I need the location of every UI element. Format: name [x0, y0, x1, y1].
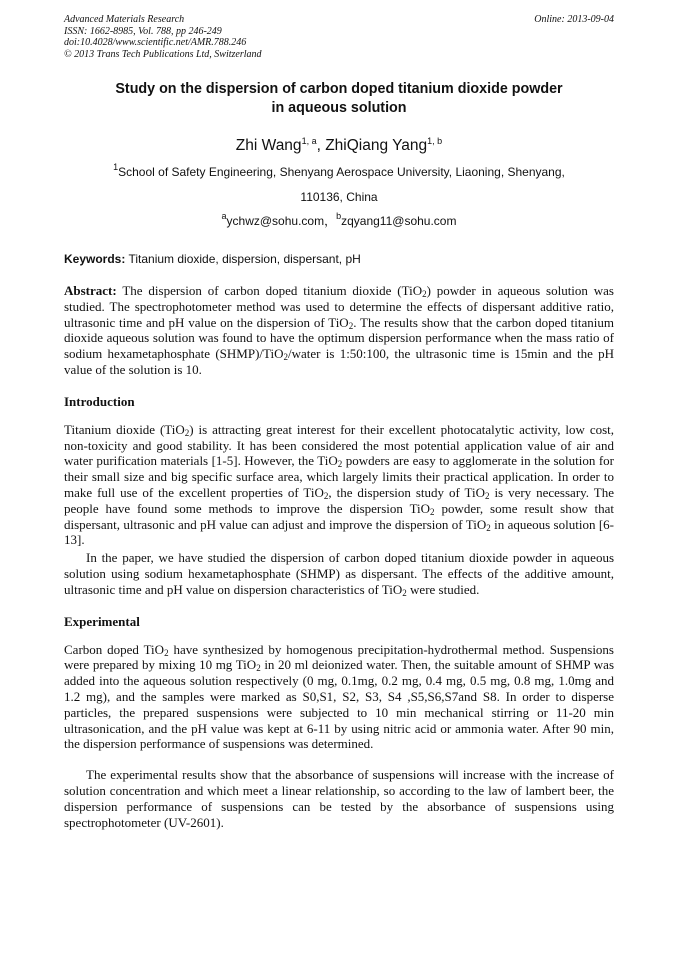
keywords-label: Keywords:	[64, 252, 126, 266]
author-list	[64, 136, 614, 156]
affiliation-line-1: $^1$School of Safety Engineering, Shenyang Aerospace University, Liaoning, Shenyang,	[113, 162, 565, 179]
author-name: ZhiQiang Yang	[325, 137, 428, 154]
journal-name: Advanced Materials Research	[64, 14, 185, 25]
author-name: Zhi Wang	[235, 137, 302, 154]
email-separator: ，	[324, 214, 337, 228]
introduction-paragraph-2: In the paper, we have studied the dispersion of carbon doped titanium dioxide powder in aqueous solution using sodium hexametaphosphate (SHMP) as dispersant. The effects of the additive amount, ultrasonic time and pH value on dispersion characteristics of TiO$_2$ were studied.	[64, 550, 614, 598]
journal-header	[64, 14, 614, 60]
email-link[interactable]: ychwz@sohu.com	[226, 214, 325, 228]
email-superscript: b	[336, 211, 342, 221]
section-heading-introduction: Introduction	[64, 393, 135, 409]
email-superscript: a	[221, 211, 227, 221]
title-line-1: Study on the dispersion of carbon doped titanium dioxide powder	[115, 81, 563, 97]
affiliation	[64, 160, 614, 210]
abstract-paragraph: Abstract: The dispersion of carbon doped titanium dioxide (TiO$_2$) powder in aqueous solution was studied. The spectrophotometer method was used to determine the effects of dispersant additive ratio, ultrasonic time and pH value on the dispersion of TiO$_2$. The results show that the carbon doped titanium dioxide aqueous solution was found to have the optimum dispersion performance when the mass ratio of sodium hexametaphosphate (SHMP)/TiO$_2$/water is 1:50:100, the ultrasonic time is 15min and the pH value of the solution is 10.	[64, 283, 614, 377]
author-superscript: 1, b	[427, 136, 443, 146]
author-emails	[64, 213, 614, 229]
abstract-label: Abstract:	[64, 283, 117, 298]
experimental-paragraph-1: Carbon doped TiO$_2$ have synthesized by homogenous precipitation-hydrothermal method. Suspensions were prepared by mixing 10 mg TiO$_2$ in 20 ml deionized water. Then, the suitable amount of SHMP was added into the aqueous solution respectively (0 mg, 0.1mg, 0.2 mg, 0.4 mg, 0.5 mg, 0.8 mg, 1.0mg and 1.2 mg), and the samples were marked as S0,S1, S2, S3, S4 ,S5,S6,S7and S8. In order to disperse particles, the prepared suspensions were subjected to 10 min mechanical stirring or 11-20 min ultrasonication, and the pH value was kept at 6-11 by using nitric acid or ammonia water. After 90 min, the dispersion performance of suspensions was determined.	[64, 641, 614, 752]
paper-title	[64, 80, 614, 118]
author-separator: ,	[316, 137, 326, 154]
affiliation-superscript: 1	[113, 162, 119, 172]
experimental-paragraph-2: The experimental results show that the absorbance of suspensions will increase with the increase of solution concentration and which meet a linear relationship, so according to the law of lambert beer, the dispersion performance of suspensions can be tested by the absorbance of suspensions using spectrophotometer (UV-2601).	[64, 767, 614, 830]
journal-doi: doi:10.4028/www.scientific.net/AMR.788.246	[64, 37, 247, 48]
online-date: Online: 2013-09-04	[534, 14, 614, 25]
affiliation-line-2: 110136, China	[300, 190, 378, 204]
introduction-paragraph-1: Titanium dioxide (TiO$_2$) is attracting great interest for their excellent photocatalytic activity, low cost, non-toxicity and good stability. It has been considered the most potential application value of air and water purification materials [1-5]. However, the TiO$_2$ powders are easy to agglomerate in the solution for their small size and big specific surface area, which largely limits their practical application. In order to make full use of the excellent properties of TiO$_2$, the dispersion study of TiO$_2$ is very necessary. The people have found some methods to improve the dispersion TiO$_2$ powder, some result show that dispersant, ultrasonic and pH value can adjust and improve the dispersion of TiO$_2$ in aqueous solution [6-13].	[64, 421, 615, 548]
journal-copyright: © 2013 Trans Tech Publications Ltd, Switzerland	[64, 48, 262, 60]
section-heading-experimental: Experimental	[64, 613, 140, 629]
title-line-2: in aqueous solution	[271, 100, 407, 116]
journal-issn: ISSN: 1662-8985, Vol. 788, pp 246-249	[64, 25, 222, 37]
author-superscript: 1, a	[301, 136, 317, 146]
keywords-text: Titanium dioxide, dispersion, dispersant, pH	[125, 252, 361, 266]
paper-page	[64, 14, 614, 830]
email-link[interactable]: zqyang11@sohu.com	[341, 214, 457, 228]
keywords	[64, 251, 614, 267]
